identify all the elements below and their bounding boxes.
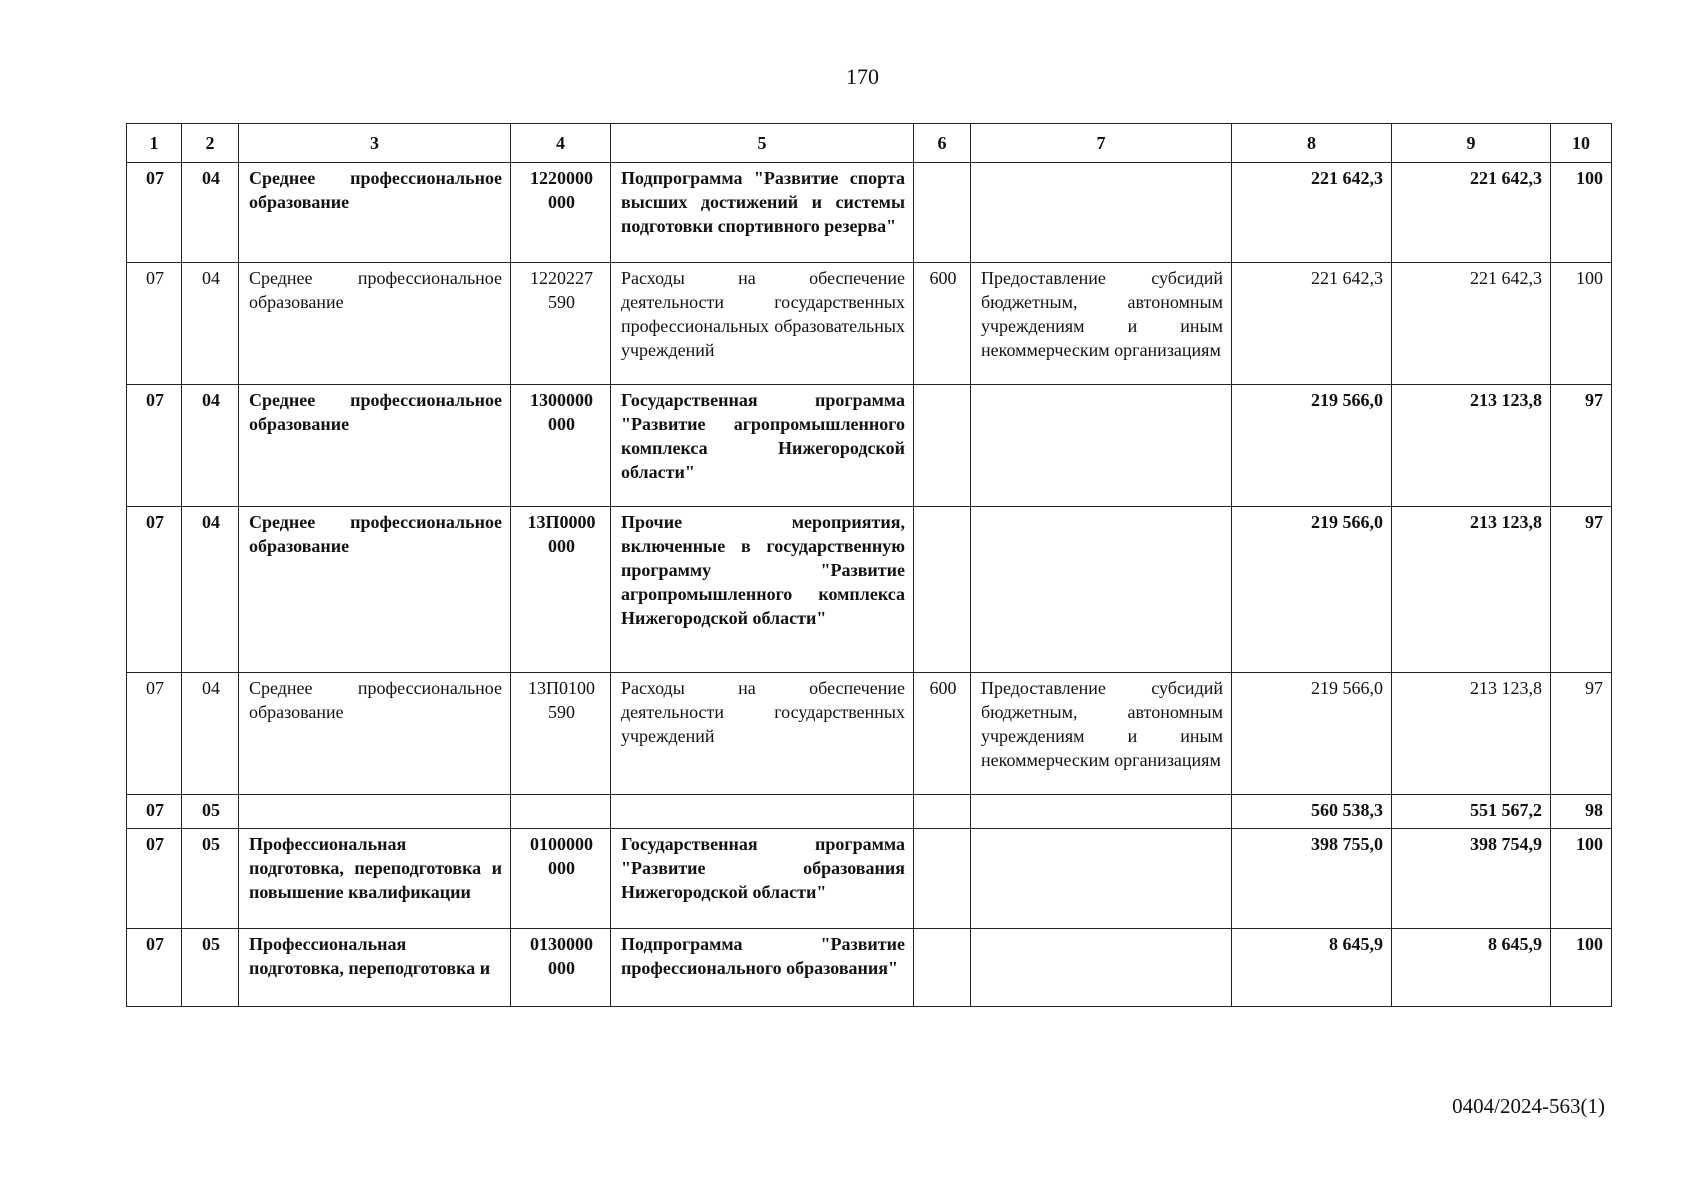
table-row — [127, 385, 1612, 507]
planned-amount-cell: 219 566,0 — [1232, 507, 1392, 673]
planned-amount-cell: 221 642,3 — [1232, 163, 1392, 263]
actual-amount-cell: 8 645,9 — [1392, 929, 1551, 1007]
section-cell: 07 — [127, 829, 182, 929]
expense-type-cell: 600 — [914, 673, 971, 795]
percent-cell: 100 — [1551, 163, 1612, 263]
subsection-name-cell: Среднее профессиональное образование — [239, 673, 511, 795]
target-article-cell: 13П0000 000 — [511, 507, 611, 673]
column-header: 10 — [1551, 124, 1612, 163]
header-row — [127, 124, 1612, 163]
column-header: 3 — [239, 124, 511, 163]
actual-amount-cell: 221 642,3 — [1392, 263, 1551, 385]
target-article-cell: 0100000 000 — [511, 829, 611, 929]
actual-amount-cell: 398 754,9 — [1392, 829, 1551, 929]
section-cell: 07 — [127, 163, 182, 263]
subsection-cell: 04 — [182, 385, 239, 507]
actual-amount-cell: 213 123,8 — [1392, 385, 1551, 507]
expense-type-cell — [914, 929, 971, 1007]
expense-type-name-cell — [971, 163, 1232, 263]
column-header: 6 — [914, 124, 971, 163]
column-header: 8 — [1232, 124, 1392, 163]
section-cell: 07 — [127, 673, 182, 795]
budget-table — [126, 123, 1612, 1007]
subsection-name-cell: Среднее профессиональное образование — [239, 385, 511, 507]
section-cell: 07 — [127, 929, 182, 1007]
target-article-cell: 13П0100 590 — [511, 673, 611, 795]
percent-cell: 97 — [1551, 673, 1612, 795]
subsection-cell: 04 — [182, 263, 239, 385]
percent-cell: 100 — [1551, 829, 1612, 929]
actual-amount-cell: 213 123,8 — [1392, 507, 1551, 673]
target-article-name-cell: Подпрограмма "Развитие спорта высших достижений и системы подготовки спортивного резерва" — [611, 163, 914, 263]
actual-amount-cell: 551 567,2 — [1392, 795, 1551, 829]
subsection-name-cell: Среднее профессиональное образование — [239, 263, 511, 385]
planned-amount-cell: 8 645,9 — [1232, 929, 1392, 1007]
subsection-name-cell — [239, 795, 511, 829]
expense-type-cell — [914, 795, 971, 829]
table-row — [127, 163, 1612, 263]
expense-type-name-cell — [971, 507, 1232, 673]
expense-type-cell: 600 — [914, 263, 971, 385]
table-row — [127, 829, 1612, 929]
section-cell: 07 — [127, 385, 182, 507]
percent-cell: 97 — [1551, 507, 1612, 673]
target-article-name-cell: Государственная программа "Развитие образования Нижегородской области" — [611, 829, 914, 929]
subsection-name-cell: Профессиональная подготовка, переподготовка и — [239, 929, 511, 1007]
column-header: 1 — [127, 124, 182, 163]
table-row — [127, 929, 1612, 1007]
subsection-cell: 04 — [182, 673, 239, 795]
column-header: 7 — [971, 124, 1232, 163]
subsection-cell: 04 — [182, 507, 239, 673]
table-row — [127, 263, 1612, 385]
subsection-name-cell: Среднее профессиональное образование — [239, 163, 511, 263]
table-body — [127, 163, 1612, 1007]
target-article-cell: 0130000 000 — [511, 929, 611, 1007]
section-cell: 07 — [127, 795, 182, 829]
column-header: 9 — [1392, 124, 1551, 163]
subsection-cell: 04 — [182, 163, 239, 263]
target-article-name-cell — [611, 795, 914, 829]
percent-cell: 100 — [1551, 929, 1612, 1007]
percent-cell: 97 — [1551, 385, 1612, 507]
target-article-name-cell: Расходы на обеспечение деятельности государственных профессиональных образовательных учреждений — [611, 263, 914, 385]
planned-amount-cell: 219 566,0 — [1232, 673, 1392, 795]
target-article-cell: 1220227 590 — [511, 263, 611, 385]
table-row — [127, 795, 1612, 829]
page-number: 170 — [846, 64, 879, 89]
target-article-name-cell: Подпрограмма "Развитие профессионального образования" — [611, 929, 914, 1007]
expense-type-cell — [914, 163, 971, 263]
column-header: 4 — [511, 124, 611, 163]
target-article-name-cell: Расходы на обеспечение деятельности государственных учреждений — [611, 673, 914, 795]
table-row — [127, 673, 1612, 795]
expense-type-name-cell: Предоставление субсидий бюджетным, автономным учреждениям и иным некоммерческим организациям — [971, 263, 1232, 385]
actual-amount-cell: 221 642,3 — [1392, 163, 1551, 263]
expense-type-name-cell — [971, 795, 1232, 829]
target-article-cell: 1300000 000 — [511, 385, 611, 507]
document-reference: 0404/2024-563(1) — [1452, 1094, 1605, 1118]
subsection-cell: 05 — [182, 929, 239, 1007]
subsection-cell: 05 — [182, 829, 239, 929]
table-row — [127, 507, 1612, 673]
percent-cell: 100 — [1551, 263, 1612, 385]
section-cell: 07 — [127, 507, 182, 673]
target-article-cell: 1220000 000 — [511, 163, 611, 263]
column-header: 5 — [611, 124, 914, 163]
planned-amount-cell: 221 642,3 — [1232, 263, 1392, 385]
percent-cell: 98 — [1551, 795, 1612, 829]
target-article-name-cell: Прочие мероприятия, включенные в государственную программу "Развитие агропромышленного комплекса Нижегородской области" — [611, 507, 914, 673]
expense-type-name-cell: Предоставление субсидий бюджетным, автономным учреждениям и иным некоммерческим организациям — [971, 673, 1232, 795]
planned-amount-cell: 219 566,0 — [1232, 385, 1392, 507]
expense-type-name-cell — [971, 929, 1232, 1007]
expense-type-name-cell — [971, 385, 1232, 507]
column-header: 2 — [182, 124, 239, 163]
expense-type-cell — [914, 829, 971, 929]
expense-type-name-cell — [971, 829, 1232, 929]
actual-amount-cell: 213 123,8 — [1392, 673, 1551, 795]
planned-amount-cell: 398 755,0 — [1232, 829, 1392, 929]
expense-type-cell — [914, 385, 971, 507]
subsection-name-cell: Профессиональная подготовка, переподготовка и повышение квалификации — [239, 829, 511, 929]
expense-type-cell — [914, 507, 971, 673]
target-article-name-cell: Государственная программа "Развитие агропромышленного комплекса Нижегородской области" — [611, 385, 914, 507]
planned-amount-cell: 560 538,3 — [1232, 795, 1392, 829]
section-cell: 07 — [127, 263, 182, 385]
subsection-cell: 05 — [182, 795, 239, 829]
subsection-name-cell: Среднее профессиональное образование — [239, 507, 511, 673]
target-article-cell — [511, 795, 611, 829]
